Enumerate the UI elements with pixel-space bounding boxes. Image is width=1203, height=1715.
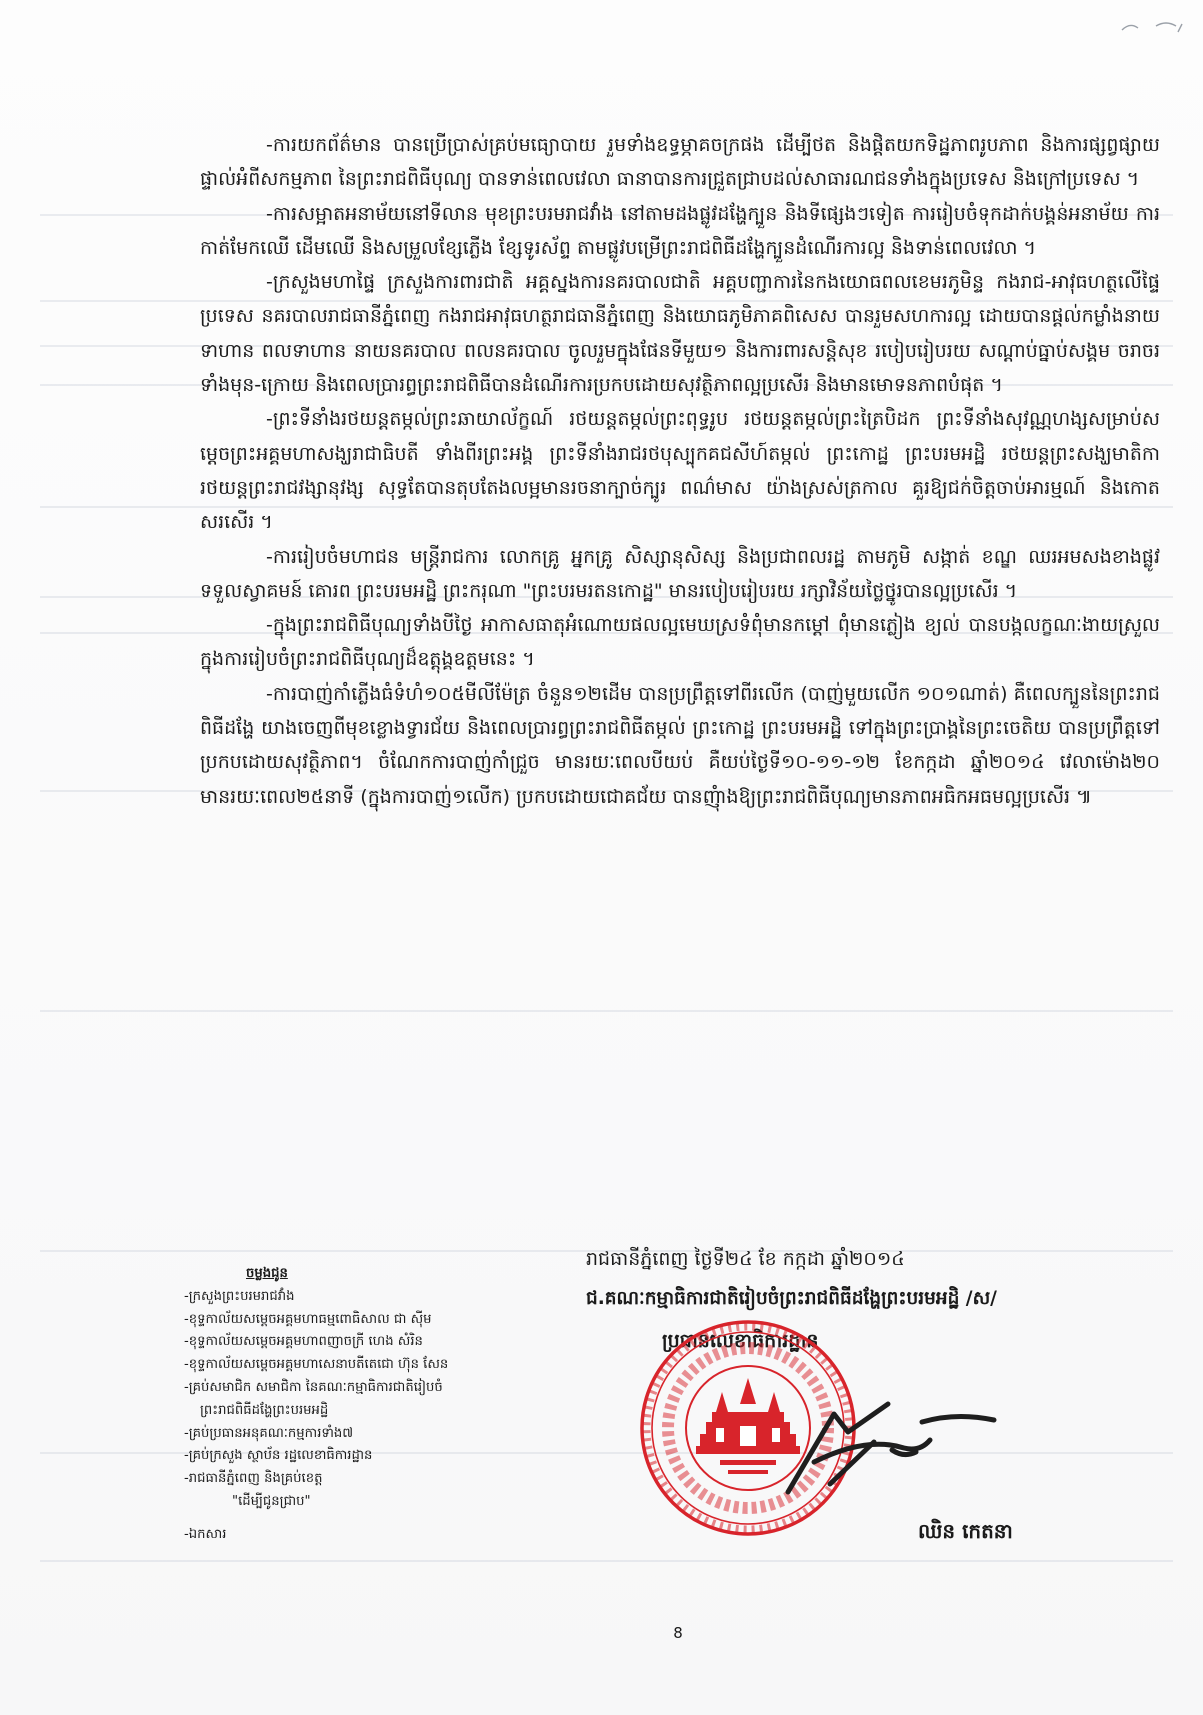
signer-name: ឈិន កេតនា bbox=[918, 1519, 1013, 1543]
paragraph: -ក្រសួងមហាផ្ទៃ ក្រសួងការពារជាតិ អគ្គស្នងការនគរបាលជាតិ អគ្គបញ្ជាការនៃកងយោធពលខេមរភូមិន្ទ កងរាជ-អាវុធហត្ថលើផ្ទៃប្រទេស នគរបាលរាជធានីភ្នំពេញ កងរាជអាវុធហត្ថរាជធានីភ្នំពេញ និងយោធភូមិភាគពិសេស បានរួមសហការល្អ ដោយបានផ្តល់កម្លាំងនាយទាហាន ពលទាហាន នាយនគរបាល ពលនគរបាល ចូលរួមក្នុងផែនទីមួយ១ និងការពារសន្តិសុខ របៀបរៀបរយ សណ្តាប់ធ្នាប់សង្គម ចរាចរ ទាំងមុន-ក្រោយ និងពេលប្រារព្ធព្រះរាជពិធីបានដំណើរការប្រកបដោយសុវត្ថិភាពល្អប្រសើរ និងមានមោទនភាពបំផុត ។ bbox=[200, 271, 1160, 397]
recipient-item: -ក្រសួងព្រះបរមរាជវាំង bbox=[184, 1288, 295, 1304]
recipient-item: -ខុទ្ទកាល័យសម្តេចអគ្គមហាពញាចក្រី ហេង សំរិន bbox=[184, 1334, 423, 1350]
page-number: 8 bbox=[673, 1624, 683, 1642]
recipient-item: -រាជធានីភ្នំពេញ និងគ្រប់ខេត្ត bbox=[184, 1471, 323, 1487]
recipient-list bbox=[184, 1263, 514, 1547]
recipient-item: -គ្រប់ប្រធានអនុគណៈកម្មការទាំង៧ bbox=[184, 1425, 354, 1441]
scan-corner-mark bbox=[1116, 14, 1186, 38]
recipient-item: -ខុទ្ទកាល័យសម្តេចអគ្គមហាសេនាបតីតេជោ ហ៊ុន សែន bbox=[184, 1357, 449, 1373]
paragraph: -ការយកព័ត៌មាន បានប្រើប្រាស់គ្រប់មធ្យោបាយ រួមទាំងឧទ្ធម្ភាគចក្រផង ដើម្បីថត និងផ្តិតយកទិដ្ឋភាពរូបភាព និងការផ្សព្វផ្សាយផ្ទាល់អំពីសកម្មភាព នៃព្រះរាជពិធីបុណ្យ បានទាន់ពេលវេលា ធានាបានការជ្រួតជ្រាបដល់សាធារណជនទាំងក្នុងប្រទេស និងក្រៅប្រទេស ។ bbox=[200, 134, 1160, 191]
body-text bbox=[200, 128, 1160, 814]
recipient-heading: ចម្លងជូន bbox=[246, 1266, 288, 1281]
recipient-item: -គ្រប់សមាជិក សមាជិកា នៃគណៈកម្មាធិការជាតិរៀបចំ bbox=[184, 1379, 443, 1395]
date-line: រាជធានីភ្នំពេញ ថ្ងៃទី២៤ ខែ កក្កដា ឆ្នាំ២០១៤ bbox=[586, 1248, 905, 1270]
committee-line: ជ.គណៈកម្មាធិការជាតិរៀបចំព្រះរាជពិធីដង្ហែព្រះបរមអដ្ឋិ /ស/ bbox=[586, 1288, 997, 1309]
recipient-item: "ដើម្បីជូនជ្រាប" bbox=[232, 1493, 311, 1509]
handwritten-signature-icon bbox=[770, 1392, 1000, 1502]
paragraph: -ក្នុងព្រះរាជពិធីបុណ្យទាំងបីថ្ងៃ អាកាសធាតុអំណោយផលល្អមេឃស្រទំពុំមានកម្តៅ ពុំមានភ្លៀង ខ្យល់ បានបង្កលក្ខណៈងាយស្រួល ក្នុងការរៀបចំព្រះរាជពិធីបុណ្យដ៏ឧត្តុង្គឧត្តមនេះ ។ bbox=[200, 614, 1160, 671]
recipient-item: -ឯកសារ bbox=[184, 1526, 227, 1542]
bleed-through-line bbox=[40, 1560, 1173, 1562]
office-title: ប្រធានលេខាធិការដ្ឋាន bbox=[662, 1330, 819, 1352]
recipient-item: -គ្រប់ក្រសួង ស្ថាប័ន រដ្ឋលេខាធិការដ្ឋាន bbox=[184, 1448, 373, 1464]
paragraph: -ការបាញ់កាំភ្លើងធំទំហំ១០៥មីលីម៉ែត្រ ចំនួន១២ដើម បានប្រព្រឹត្តទៅពីរលើក (បាញ់មួយលើក ១០១ណាត់) គឺពេលក្បួននៃព្រះរាជពិធីដង្ហែ យាងចេញពីមុខខ្លោងទ្វារជ័យ និងពេលប្រារព្ធព្រះរាជពិធីតម្កល់ ព្រះកោដ្ឋ ព្រះបរមអដ្ឋិ ទៅក្នុងព្រះប្រាង្គនៃព្រះចេតិយ បានប្រព្រឹត្តទៅប្រកបដោយសុវត្ថិភាព។ ចំណែកការបាញ់កាំជ្រួច មានរយៈពេលបីយប់ គឺយប់ថ្ងៃទី១០-១១-១២ ខែកក្កដា ឆ្នាំ២០១៤ វេលាម៉ោង២០ មានរយៈពេល២៥នាទី (ក្នុងការបាញ់១លើក) ប្រកបដោយជោគជ័យ បានញុំាងឱ្យព្រះរាជពិធីបុណ្យមានភាពអធិកអធមល្អប្រសើរ ៕ bbox=[200, 682, 1160, 808]
bleed-through-line bbox=[40, 1010, 1173, 1012]
recipient-item: ព្រះរាជពិធីដង្ហែព្រះបរមអដ្ឋិ bbox=[200, 1402, 329, 1418]
paragraph: -ការសម្អាតអនាម័យនៅទីលាន មុខព្រះបរមរាជវាំង នៅតាមដងផ្លូវដង្ហែក្បួន និងទីផ្សេងៗទៀត ការរៀបចំទុកដាក់បង្គន់អនាម័យ ការកាត់មែកឈើ ដើមឈើ និងសម្រួលខ្សែភ្លើង ខ្សែទូរស័ព្ទ តាមផ្លូវបម្រើព្រះរាជពិធីដង្ហែក្បួនដំណើរការល្អ និងទាន់ពេលវេលា ។ bbox=[200, 202, 1160, 259]
paragraph: -ការរៀបចំមហាជន មន្ត្រីរាជការ លោកគ្រូ អ្នកគ្រូ សិស្សានុសិស្ស និងប្រជាពលរដ្ឋ តាមភូមិ សង្កាត់ ខណ្ឌ ឈរអមសងខាងផ្លូវ ទទួលស្វាគមន៍ គោរព ព្រះបរមអដ្ឋិ ព្រះករុណា "ព្រះបរមរតនកោដ្ឋ" មានរបៀបរៀបរយ រក្សាវិន័យថ្លៃថ្នូរបានល្អប្រសើរ ។ bbox=[200, 545, 1160, 602]
paragraph: -ព្រះទីនាំងរថយន្តតម្កល់ព្រះឆាយាល័ក្ខណ៍ រថយន្តតម្កល់ព្រះពុទ្ធរូប រថយន្តតម្កល់ព្រះត្រៃបិដក ព្រះទីនាំងសុវណ្ណហង្សសម្រាប់សម្តេចព្រះអគ្គមហាសង្ឃរាជាធិបតី ទាំងពីរព្រះអង្គ ព្រះទីនាំងរាជរថបុស្បុកគជសីហ៍តម្កល់ ព្រះកោដ្ឋ ព្រះបរមអដ្ឋិ រថយន្តព្រះសង្ឃមាតិកា រថយន្តព្រះរាជវង្សានុវង្ស សុទ្ធតែបានតុបតែងលម្អមានរចនាក្បាច់ក្បូរ ពណ៌មាស យ៉ាងស្រស់ត្រកាល គួរឱ្យជក់ចិត្តចាប់អារម្មណ៍ និងកោតសរសើរ ។ bbox=[200, 408, 1160, 534]
recipient-item: -ខុទ្ទកាល័យសម្តេចអគ្គមហាធម្មពោធិសាល ជា ស៊ីម bbox=[184, 1311, 432, 1327]
